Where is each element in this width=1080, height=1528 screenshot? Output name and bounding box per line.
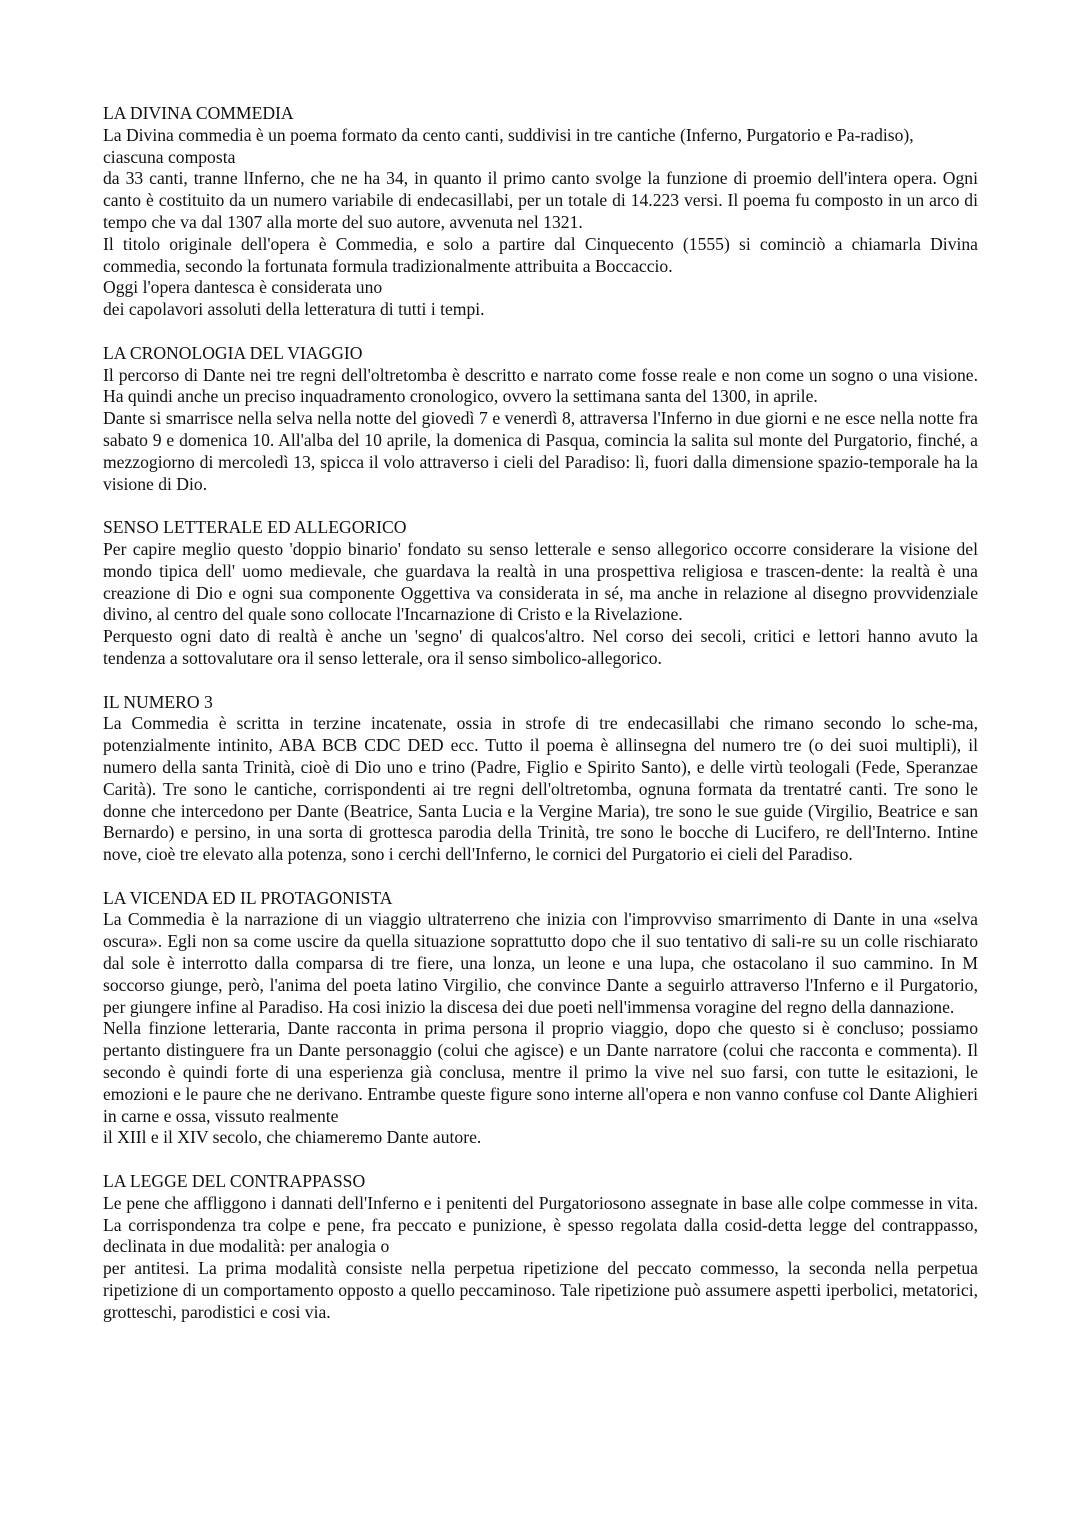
paragraph: Per capire meglio questo 'doppio binario' fondato su senso letterale e senso allegorico occorre considerare la visione del mondo tipica dell' uomo medievale, che guardava la realtà in una prospettiva religiosa e trascen-dente: la realtà è una creazione di Dio e ogni sua componente Oggettiva va considerata in sé, ma anche in relazione al disegno provvidenziale divino, al centro del quale sono collocate l'Incarnazione di Cristo e la Rivelazione. bbox=[103, 538, 978, 625]
section-heading: LA LEGGE DEL CONTRAPPASSO bbox=[103, 1171, 366, 1192]
paragraph: per antitesi. La prima modalità consiste nella perpetua ripetizione del peccato commesso, la seconda nella perpetua ripetizione di un comportamento opposto a quello peccaminoso. Tale ripetizione può assumere aspetti iperbolici, metatorici, grotteschi, parodistici e cosi via. bbox=[103, 1258, 978, 1322]
paragraph: La Commedia è scritta in terzine incatenate, ossia in strofe di tre endecasillabi che rimano secondo lo sche-ma, potenzialmente intinito, ABA BCB CDC DED ecc. Tutto il poema è allinsegna del numero tre (o dei suoi multipli), il numero della santa Trinità, cioè di Dio uno e trino (Padre, Figlio e Spirito Santo), e delle virtù teologali (Fede, Speranzae Carità). Tre sono le cantiche, corrispondenti ai tre regni dell'oltretomba, ognuna formata da trentatré canti. Tre sono le donne che intercedono per Dante (Beatrice, Santa Lucia e la Vergine Maria), tre sono le sue guide (Virgilio, Beatrice e san Bernardo) e persino, in una sorta di grottesca parodia della Trinità, tre sono le bocche di Lucifero, re dell'Interno. Intine nove, cioè tre elevato alla potenza, sono i cerchi dell'Inferno, le cornici del Purgatorio ei cieli del Paradiso. bbox=[103, 713, 978, 865]
paragraph: Oggi l'opera dantesca è considerata uno bbox=[103, 277, 383, 298]
paragraph: La Commedia è la narrazione di un viaggio ultraterreno che inizia con l'improvviso smarrimento di Dante in una «selva oscura». Egli non sa come uscire da quella situazione soprattutto dopo che il suo tentativo di sali-re su un colle rischiarato dal sole è interrotto dalla comparsa di tre fiere, una lonza, un leone e una lupa, che ostacolano il suo cammino. In M soccorso giunge, però, l'anima del poeta latino Virgilio, che convince Dante a seguirlo attraverso l'Inferno e il Purgatorio, per giungere infine al Paradiso. Ha cosi inizio la discesa dei due poeti nell'immensa voragine del regno della dannazione. bbox=[103, 909, 978, 1017]
section-heading: LA VICENDA ED IL PROTAGONISTA bbox=[103, 887, 393, 908]
section-heading: IL NUMERO 3 bbox=[103, 691, 213, 712]
section-heading: LA DIVINA COMMEDIA bbox=[103, 103, 294, 123]
paragraph: il XIIl e il XIV secolo, che chiameremo Dante autore. bbox=[103, 1127, 482, 1148]
section-vicenda bbox=[103, 888, 978, 1150]
section-heading: SENSO LETTERALE ED ALLEGORICO bbox=[103, 517, 407, 538]
paragraph: La Divina commedia è un poema formato da cento canti, suddivisi in tre cantiche (Inferno, Purgatorio e Pa-radiso), ciascuna composta bbox=[103, 124, 914, 167]
section-contrappasso bbox=[103, 1171, 978, 1324]
paragraph: Il titolo originale dell'opera è Commedia, e solo a partire dal Cinquecento (1555) si cominciò a chiamarla Divina commedia, secondo la fortunata formula tradizionalmente attribuita a Boccaccio. bbox=[103, 233, 978, 276]
section-cronologia bbox=[103, 343, 978, 496]
paragraph: da 33 canti, tranne lInferno, che ne ha 34, in quanto il primo canto svolge la funzione di proemio dell'intera opera. Ogni canto è costituito da un numero variabile di endecasillabi, per un totale di 14.223 versi. Il poema fu composto in un arco di tempo che va dal 1307 alla morte del suo autore, avvenuta nel 1321. bbox=[103, 168, 978, 232]
paragraph: Le pene che affliggono i dannati dell'Inferno e i penitenti del Purgatoriosono assegnate in base alle colpe commesse in vita. La corrispondenza tra colpe e pene, fra peccato e punizione, è spesso regolata dalla cosid-detta legge del contrappasso, declinata in due modalità: per analogia o bbox=[103, 1192, 978, 1257]
section-senso-letterale bbox=[103, 517, 978, 670]
paragraph: Dante si smarrisce nella selva nella notte del giovedì 7 e venerdì 8, attraversa l'Inferno in due giorni e ne esce nella notte fra sabato 9 e domenica 10. All'alba del 10 aprile, la domenica di Pasqua, comincia la salita sul monte del Purgatorio, finché, a mezzogiorno di mercoledì 13, spicca il volo attraverso i cieli del Paradiso: lì, fuori dalla dimensione spazio-temporale ha la visione di Dio. bbox=[103, 408, 978, 494]
paragraph: Il percorso di Dante nei tre regni dell'oltretomba è descritto e narrato come fosse reale e non come un sogno o una visione. Ha quindi anche un preciso inquadramento cronologico, ovvero la settimana santa del 1300, in aprile. bbox=[103, 364, 978, 407]
paragraph: Perquesto ogni dato di realtà è anche un 'segno' di qualcos'altro. Nel corso dei secoli, critici e lettori hanno avuto la tendenza a sottovalutare ora il senso letterale, ora il senso simbolico-allegorico. bbox=[103, 626, 978, 668]
section-heading: LA CRONOLOGIA DEL VIAGGIO bbox=[103, 342, 363, 363]
section-numero-3 bbox=[103, 692, 978, 866]
paragraph: dei capolavori assoluti della letteratura di tutti i tempi. bbox=[103, 299, 485, 320]
document-page bbox=[103, 103, 978, 1345]
section-divina-commedia bbox=[103, 103, 978, 321]
paragraph: Nella finzione letteraria, Dante racconta in prima persona il proprio viaggio, dopo che questo si è concluso; possiamo pertanto distinguere fra un Dante personaggio (colui che agisce) e un Dante narratore (colui che racconta e commenta). Il secondo è quindi forte di una esperienza già conclusa, mentre il primo la vive nel suo farsi, con tutte le esitazioni, le emozioni e le paure che ne derivano. Entrambe queste figure sono interne all'opera e non vanno confuse col Dante Alighieri in carne e ossa, vissuto realmente bbox=[103, 1018, 978, 1126]
